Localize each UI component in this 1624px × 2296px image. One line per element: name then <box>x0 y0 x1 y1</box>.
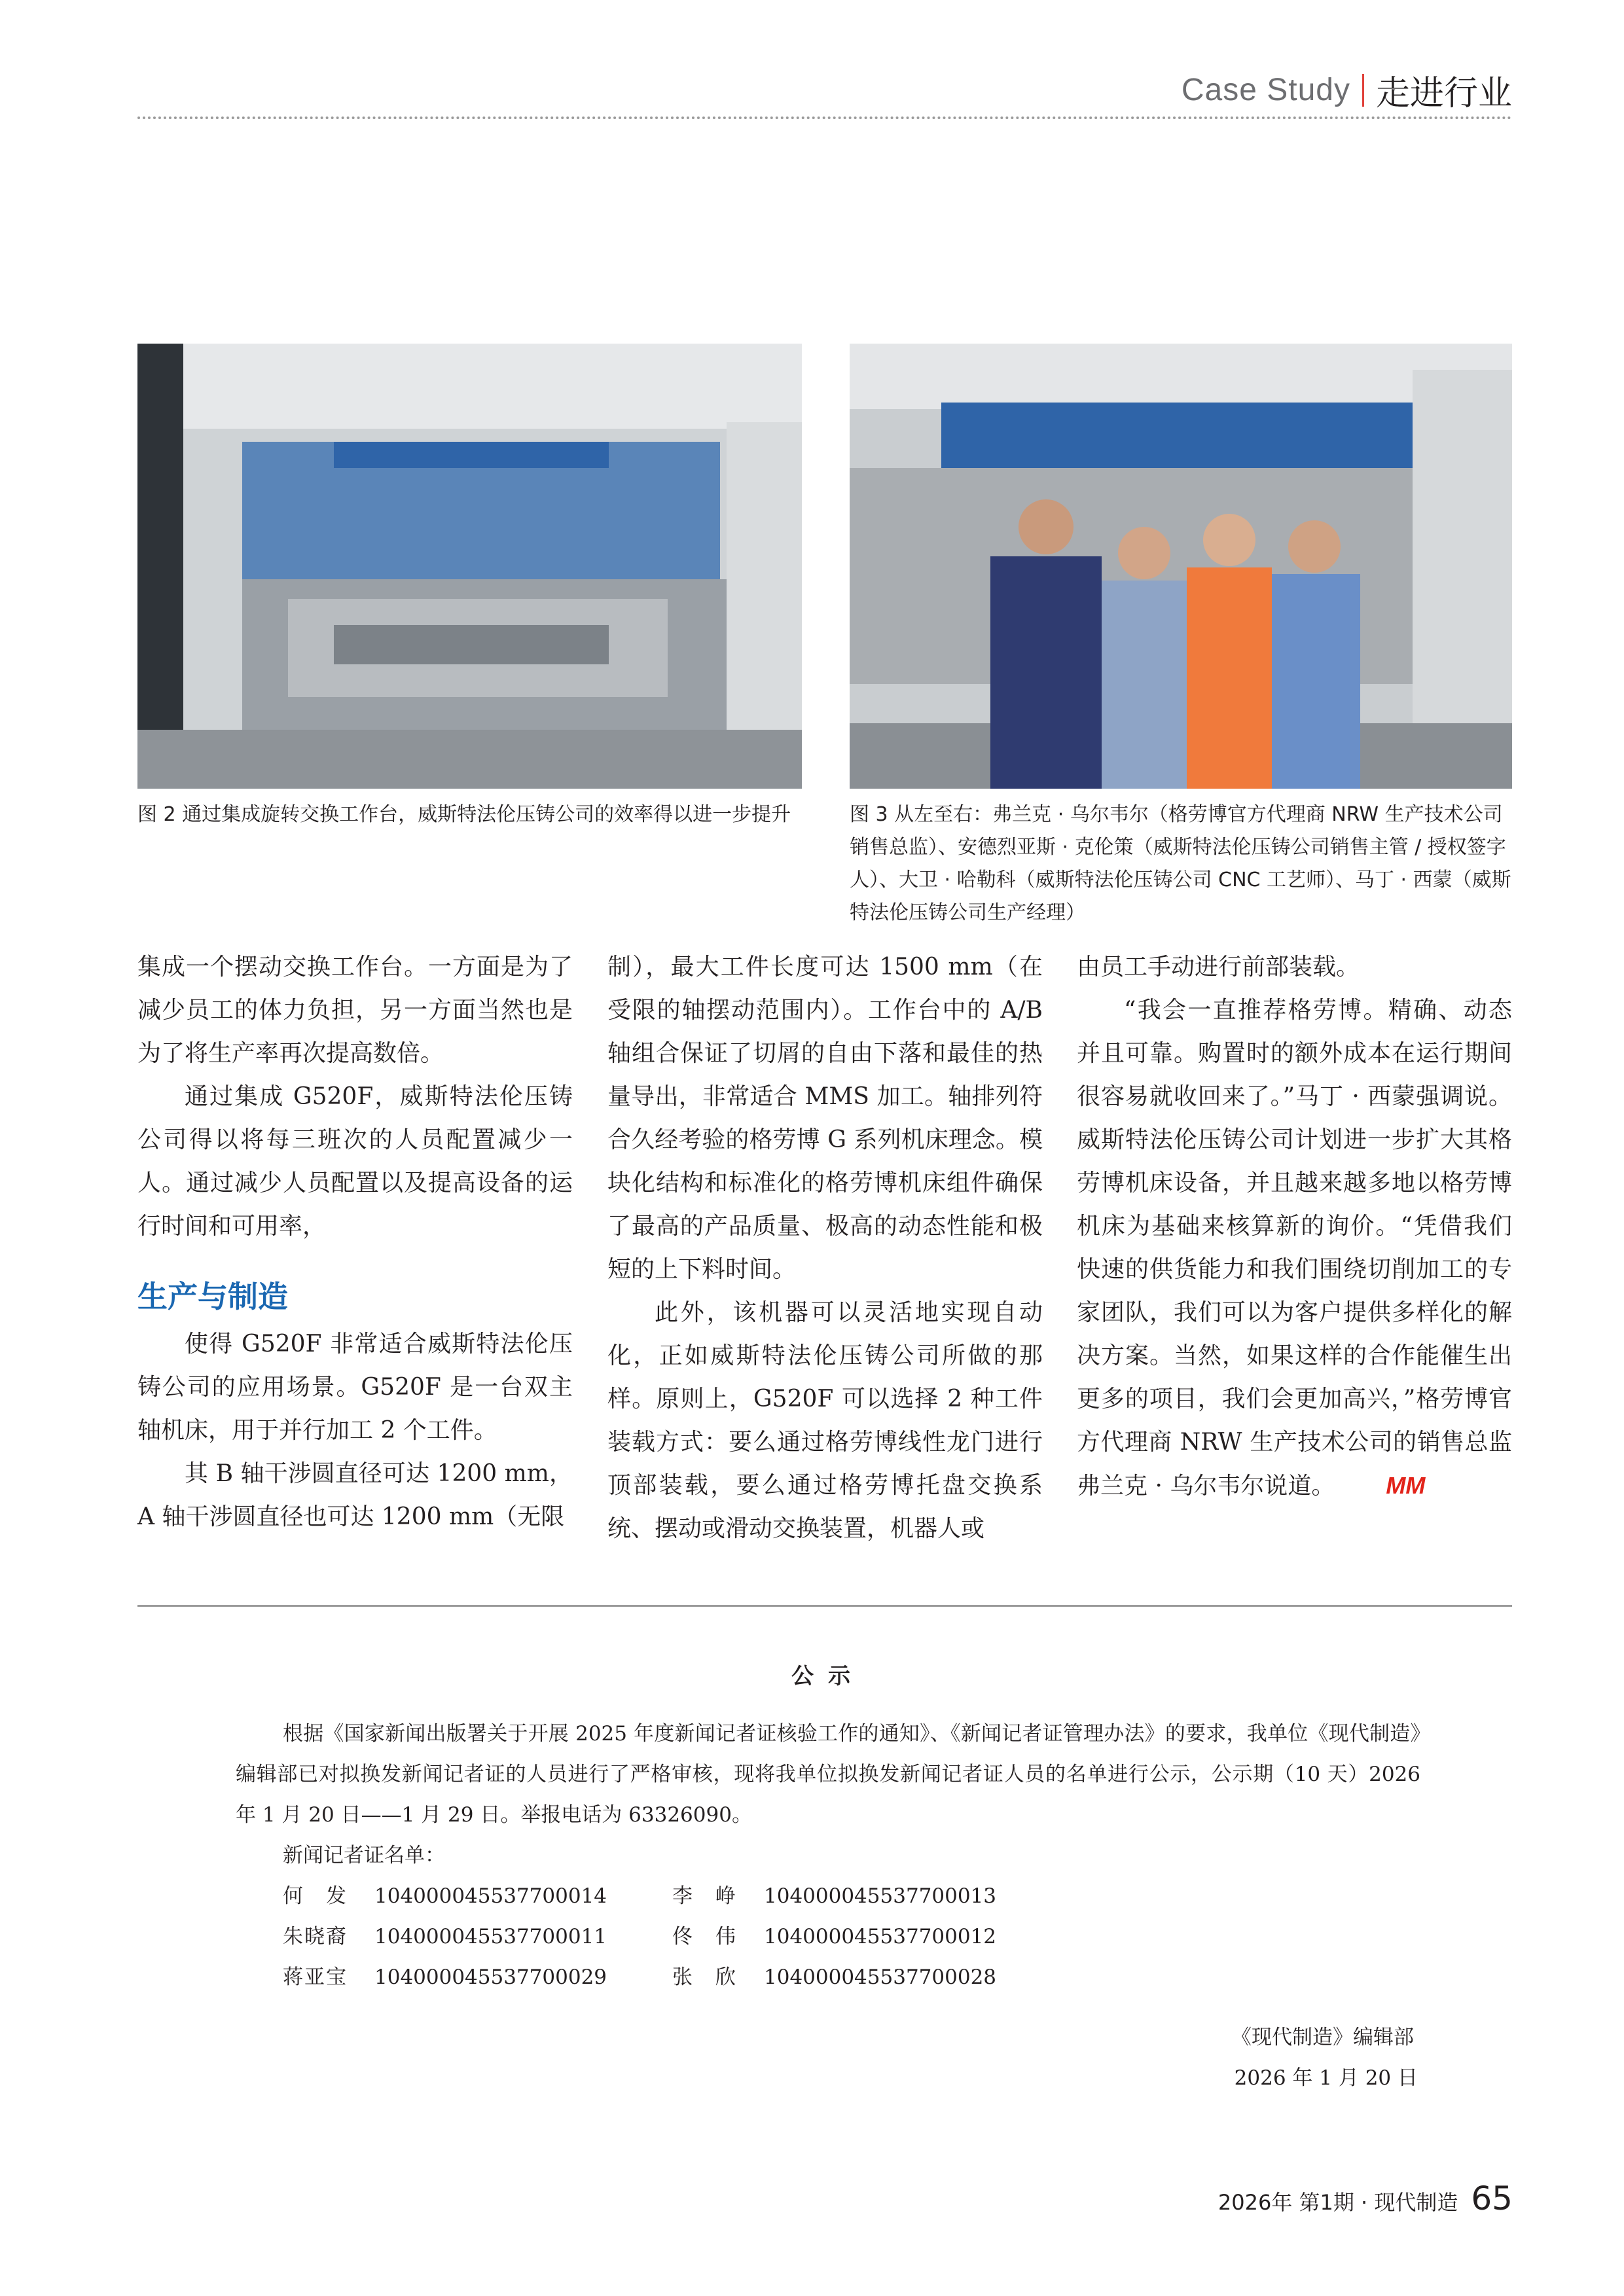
page-number: 65 <box>1471 2179 1513 2217</box>
person-name: 何 发 <box>283 1884 348 1908</box>
list-item <box>672 1957 1065 1998</box>
name-list-label: 新闻记者证名单： <box>283 1844 445 1867</box>
text-column-1 <box>137 946 573 1539</box>
text-column-2 <box>607 946 1043 1551</box>
four-men-group-photo <box>850 344 1512 789</box>
public-notice <box>236 1656 1420 2098</box>
paragraph: 集成一个摆动交换工作台。一方面是为了减少员工的体力负担，另一方面当然也是为了将生产率再次提高数倍。 <box>137 954 573 1067</box>
paragraph <box>1077 989 1512 1508</box>
paragraph: 使得 G520F 非常适合威斯特法伦压铸公司的应用场景。G520F 是一台双主轴机床，用于并行加工 2 个工件。 <box>137 1331 573 1444</box>
list-item <box>283 1876 672 1916</box>
issue-info: 2026年 第1期 · 现代制造 <box>1218 2190 1458 2215</box>
name-list <box>283 1876 1420 1998</box>
section-heading: 生产与制造 <box>137 1279 288 1314</box>
list-item <box>672 1916 1065 1957</box>
page-footer <box>1218 2179 1513 2217</box>
person-name: 蒋亚宝 <box>283 1965 348 1989</box>
paragraph: 此外，该机器可以灵活地实现自动化，正如威斯特法伦压铸公司所做的那样。原则上，G520F 可以选择 2 种工件装载方式：要么通过格劳博线性龙门进行顶部装载，要么通过格劳博托盘交换系统、摆动或滑动交换装置，机器人或 <box>607 1299 1043 1542</box>
press-card-id: 104000045537700014 <box>374 1884 607 1908</box>
notice-title: 公示 <box>791 1663 865 1689</box>
section-label-en: Case Study <box>1181 73 1350 107</box>
mm-logo-icon: MM <box>1386 1472 1426 1499</box>
section-tag <box>1182 65 1512 115</box>
paragraph: 制），最大工件长度可达 1500 mm（在受限的轴摆动范围内）。工作台中的 A/B 轴组合保证了切屑的自由下落和最佳的热量导出，非常适合 MMS 加工。轴排列符合久经考验的格劳博 G 系列机床理念。模块化结构和标准化的格劳博机床组件确保了最高的产品质量、极高的动态性能和极短的上下料时间。 <box>607 954 1043 1283</box>
notice-paragraph: 根据《国家新闻出版署关于开展 2025 年度新闻记者证核验工作的通知》、《新闻记者证管理办法》的要求，我单位《现代制造》编辑部已对拟换发新闻记者证的人员进行了严格审核，现将我单位拟换发新闻记者证人员的名单进行公示，公示期（10 天）2026 年 1 月 20 日——1 月 29 日。举报电话为 63326090。 <box>236 1722 1420 1827</box>
text-column-3 <box>1077 946 1512 1508</box>
person-name: 朱晓裔 <box>283 1925 348 1948</box>
figure-2-caption: 图 2 通过集成旋转交换工作台，威斯特法伦压铸公司的效率得以进一步提升 <box>137 803 791 826</box>
section-divider <box>1362 74 1364 107</box>
paragraph: 通过集成 G520F，威斯特法伦压铸公司得以将每三班次的人员配置减少一人。通过减少人员配置以及提高设备的运行时间和可用率， <box>137 1083 573 1240</box>
press-card-id: 104000045537700029 <box>374 1965 607 1989</box>
factory-machine-photo <box>137 344 802 789</box>
press-card-id: 104000045537700011 <box>374 1925 607 1948</box>
paragraph-text: “我会一直推荐格劳博。精确、动态并且可靠。购置时的额外成本在运行期间很容易就收回来了。”马丁 · 西蒙强调说。威斯特法伦压铸公司计划进一步扩大其格劳博机床设备，并且越来越多地以格劳博机床为基础来核算新的询价。“凭借我们快速的供货能力和我们围绕切削加工的专家团队，我们可以为客户提供多样化的解决方案。当然，如果这样的合作能催生出更多的项目，我们会更加高兴，”格劳博官方代理商 NRW 生产技术公司的销售总监弗兰克 · 乌尔韦尔说道。 <box>1077 997 1512 1499</box>
person-name: 李 峥 <box>672 1884 737 1908</box>
list-item <box>283 1957 672 1998</box>
paragraph: 其 B 轴干涉圆直径可达 1200 mm，A 轴干涉圆直径也可达 1200 mm（无限 <box>137 1460 573 1530</box>
page-header <box>137 65 1512 118</box>
person-name: 佟 伟 <box>672 1925 737 1948</box>
person-name: 张 欣 <box>672 1965 737 1989</box>
figure-3-caption: 图 3 从左至右：弗兰克 · 乌尔韦尔（格劳博官方代理商 NRW 生产技术公司销售总监）、安德烈亚斯 · 克伦策（威斯特法伦压铸公司销售主管 / 授权签字人）、大卫 · 哈勒科（威斯特法伦压铸公司 CNC 工艺师）、马丁 · 西蒙（威斯特法伦压铸公司生产经理） <box>850 803 1511 924</box>
list-item <box>672 1876 1065 1916</box>
press-card-id: 104000045537700013 <box>764 1884 997 1908</box>
section-label-zh: 走进行业 <box>1375 74 1512 113</box>
notice-divider <box>137 1605 1512 1607</box>
header-dotted-rule <box>137 117 1512 119</box>
signature-date: 2026 年 1 月 20 日 <box>1234 2066 1418 2090</box>
list-item <box>283 1916 672 1957</box>
press-card-id: 104000045537700012 <box>764 1925 997 1948</box>
paragraph: 由员工手动进行前部装载。 <box>1077 954 1360 980</box>
signature-org: 《现代制造》编辑部 <box>1231 2026 1414 2049</box>
press-card-id: 104000045537700028 <box>764 1965 997 1989</box>
